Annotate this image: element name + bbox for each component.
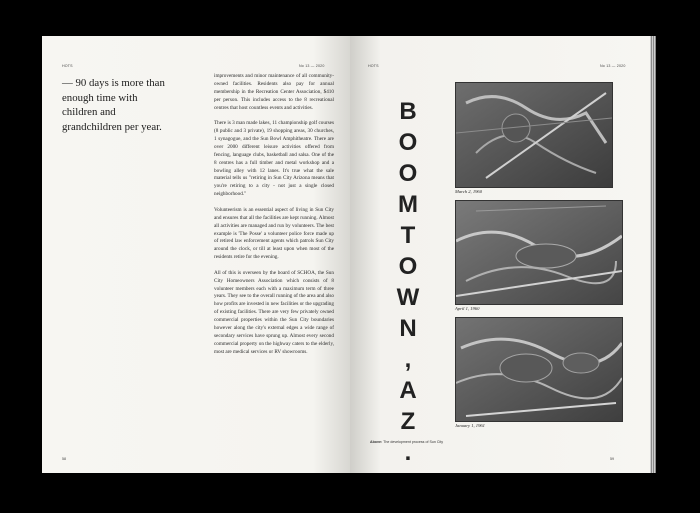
title-letter: Z [400,408,416,435]
aerial-photo-icon [456,318,622,421]
aerial-photo-icon [456,83,612,187]
aerial-photo-1961-january [455,317,623,422]
left-page [42,36,350,473]
issue-number: No 13 — 2020 [299,64,325,68]
title-letter: T [400,222,416,249]
running-header-left: HOTS [62,64,73,68]
photo-caption: April 1, 1960 [455,306,480,311]
vertical-title [394,96,422,468]
aerial-photo-1960-march [455,82,613,188]
aerial-photo-icon [456,201,622,304]
page-number: 59 [610,457,614,461]
paragraph: improvements and minor maintenance of all community-owned facilities. Residents also pay for annual membership in the Recreation Center Association, $410 per person. This includes access to the 8 recreational centres that host countless events and activities. [214,73,334,111]
credit-label: Above: [370,440,383,444]
title-letter: B [399,98,417,125]
body-text [214,73,334,364]
photo-caption: March 2, 1960 [455,189,483,194]
aerial-photo-1960-april [455,200,623,305]
title-letter: W [396,284,420,311]
page-edges [650,36,656,473]
title-letter: A [399,377,417,404]
pull-quote: — 90 days is more than enough time with children and grandchildren per year. [62,77,165,133]
paragraph: There is 3 man made lakes, 11 championship golf courses (8 public and 3 private), 19 shopping areas, 30 churches, 1 synagogue, and the Sun Bowl Amphitheatre. There are over 2000 different leisure activities offered from fencing, language clubs, basketball and salsa. One of the 8 centres has a full timber and metal workshop and a bowling alley with 12 lanes. It's true what the sale material tells us "retiring in Sun City Arizona means that you're retiring to a city - not just a single closed neighborhood." [214,120,334,198]
paragraph: Volunteerism is an essential aspect of living in Sun City and ensures that all the facilities are kept running. Almost all activities are managed and run by volunteers. The best example is 'The Posse' a volunteer police force made up of retired law enforcement agents which patrols Sun City around the clock, or till at least upon when most of the residents retire for the evening. [214,206,334,261]
title-letter: O [398,129,418,156]
running-header-left: HOTS [368,64,379,68]
title-letter: . [404,439,412,466]
title-letter: O [398,160,418,187]
right-page [350,36,656,473]
issue-number: No 13 — 2020 [600,64,626,68]
credit-text: The development process of Sun City [383,440,444,444]
paragraph: All of this is overseen by the board of SCHOA, the Sun City Homeowners Association which consists of 8 volunteer members each with a maximum term of three years. They see to the overall running of the area and also how profits are invested in new facilities or the upgrading of existing facilities. There are very few privately owned commercial properties within the Sun City boundaries however along the city's external edges a wide range of secondary services have sprung up. Almost every second commercial property on the highway caters to the elderly, most are medical services or RV showrooms. [214,269,334,355]
magazine-spread [42,36,660,473]
photo-credit [370,440,443,444]
title-letter: M [398,191,418,218]
photo-caption: January 1, 1961 [455,423,485,428]
title-letter: O [398,253,418,280]
page-number: 58 [62,457,66,461]
title-letter: , [404,346,412,373]
title-letter: N [399,315,417,342]
